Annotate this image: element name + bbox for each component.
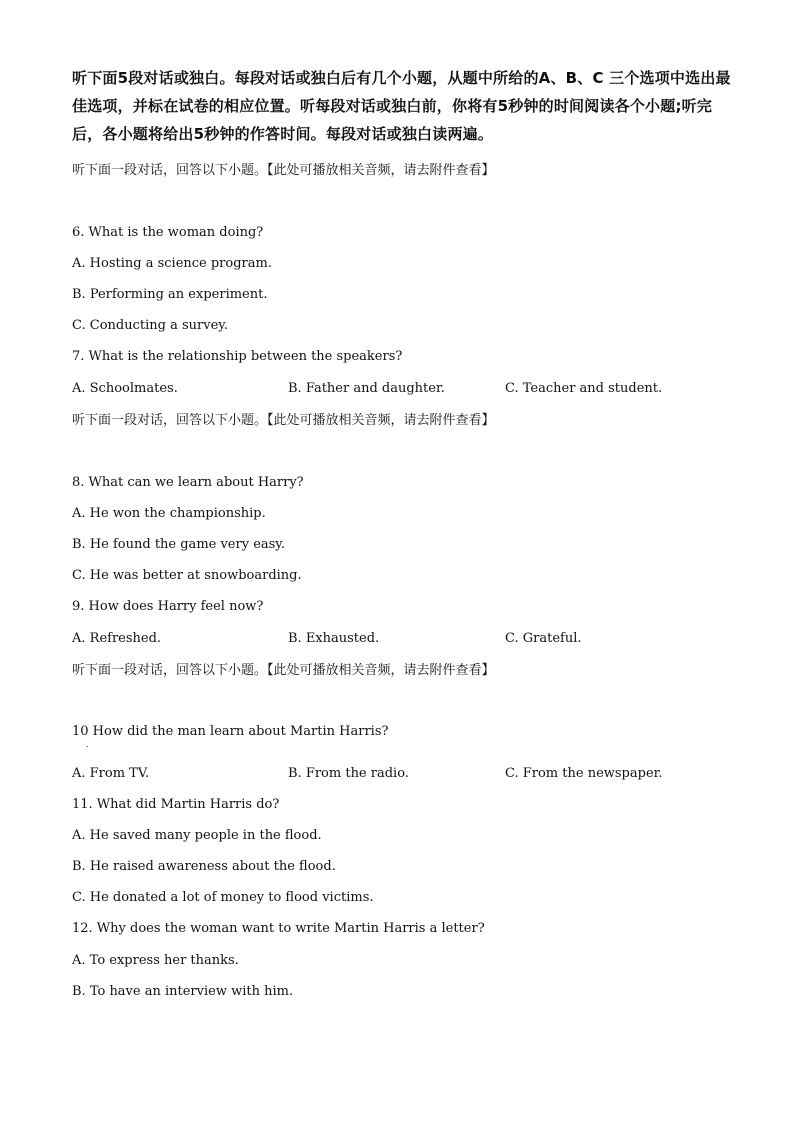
audio-instruction-1: 听下面一段对话，回答以下小题。【此处可播放相关音频，请去附件查看】 — [72, 163, 495, 178]
question-6-option-a: A. Hosting a science program. — [72, 256, 272, 271]
question-10-option-a: A. From TV. — [72, 766, 150, 781]
question-8-option-c: C. He was better at snowboarding. — [72, 568, 302, 583]
question-10-option-b: B. From the radio. — [288, 766, 409, 781]
question-9-option-c: C. Grateful. — [505, 631, 582, 646]
question-6-option-b: B. Performing an experiment. — [72, 287, 268, 302]
question-7-option-b: B. Father and daughter. — [288, 381, 445, 396]
question-7-option-a: A. Schoolmates. — [72, 381, 178, 396]
section-instructions: 听下面5段对话或独白。每段对话或独白后有几个小题，从题中所给的A、B、C 三个选项中选出最佳选项，并标在试卷的相应位置。听每段对话或独白前，你将有5秒钟的时间阅读各个小题;听完后，各小题将给出5秒钟的作答时间。每段对话或独白读两遍。 — [72, 69, 731, 143]
question-11-stem: 11. What did Martin Harris do? — [72, 797, 280, 812]
audio-instruction-2: 听下面一段对话，回答以下小题。【此处可播放相关音频，请去附件查看】 — [72, 413, 495, 428]
question-11-option-a: A. He saved many people in the flood. — [72, 828, 322, 843]
question-12-option-b: B. To have an interview with him. — [72, 984, 294, 999]
question-9-stem: 9. How does Harry feel now? — [72, 599, 264, 614]
question-10-option-c: C. From the newspaper. — [505, 766, 663, 781]
question-10-stem: 10 How did the man learn about Martin Harris? — [72, 724, 389, 739]
question-11-option-c: C. He donated a lot of money to flood victims. — [72, 890, 374, 905]
audio-instruction-3: 听下面一段对话，回答以下小题。【此处可播放相关音频，请去附件查看】 — [72, 663, 495, 678]
question-6-stem: 6. What is the woman doing? — [72, 225, 264, 240]
question-9-option-a: A. Refreshed. — [72, 631, 162, 646]
question-6-option-c: C. Conducting a survey. — [72, 318, 229, 333]
question-7-stem: 7. What is the relationship between the speakers? — [72, 349, 403, 364]
question-12-stem: 12. Why does the woman want to write Martin Harris a letter? — [72, 921, 485, 936]
question-8-option-b: B. He found the game very easy. — [72, 537, 286, 552]
question-11-option-b: B. He raised awareness about the flood. — [72, 859, 336, 874]
question-8-stem: 8. What can we learn about Harry? — [72, 475, 304, 490]
question-12-option-a: A. To express her thanks. — [72, 953, 239, 968]
question-10-mark: . — [86, 740, 89, 749]
question-9-option-b: B. Exhausted. — [288, 631, 380, 646]
question-8-option-a: A. He won the championship. — [72, 506, 266, 521]
question-7-option-c: C. Teacher and student. — [505, 381, 663, 396]
